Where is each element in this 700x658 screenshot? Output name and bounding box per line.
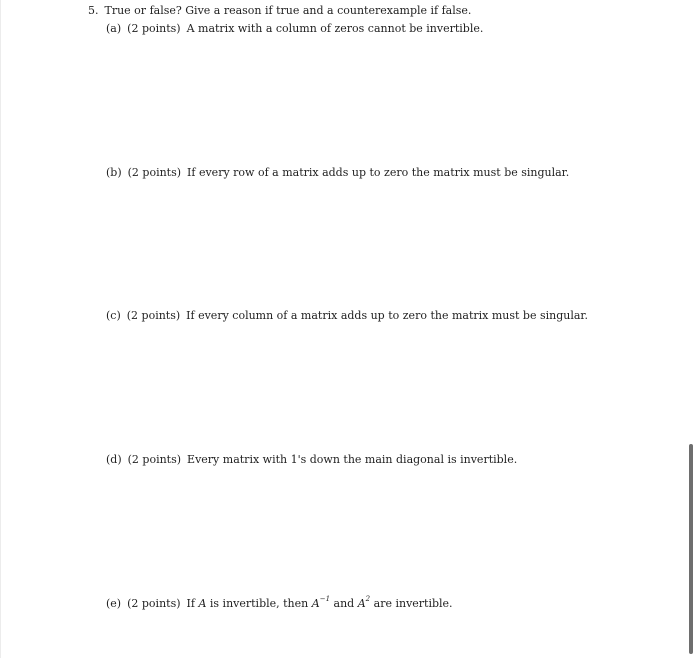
part-statement: If every row of a matrix adds up to zero the matrix must be singular. xyxy=(187,166,570,179)
part-statement: A matrix with a column of zeros cannot be invertible. xyxy=(186,22,484,35)
part-e xyxy=(106,597,453,611)
math-var-a-inverse xyxy=(312,597,330,610)
part-label: (c) xyxy=(106,309,121,322)
part-label: (d) xyxy=(106,453,122,466)
math-exponent: −1 xyxy=(319,595,331,604)
part-points: (2 points) xyxy=(127,22,181,35)
part-label: (b) xyxy=(106,166,122,179)
part-statement-tail: are invertible. xyxy=(373,597,453,610)
part-a xyxy=(106,22,483,36)
page-left-border xyxy=(0,0,1,658)
question-prompt: True or false? Give a reason if true and a counterexample if false. xyxy=(104,4,472,17)
math-exponent: 2 xyxy=(365,595,371,604)
part-label: (e) xyxy=(106,597,122,610)
part-b xyxy=(106,166,569,180)
part-label: (a) xyxy=(106,22,122,35)
question-number: 5. xyxy=(88,4,99,17)
part-d xyxy=(106,453,517,467)
part-statement: Every matrix with 1's down the main diagonal is invertible. xyxy=(187,453,518,466)
part-points: (2 points) xyxy=(127,453,182,466)
part-points: (2 points) xyxy=(127,166,182,179)
math-base: A xyxy=(311,597,320,610)
math-var-a: A xyxy=(198,597,207,610)
part-c xyxy=(106,309,588,323)
vertical-scrollbar-thumb[interactable] xyxy=(689,444,693,654)
part-statement: If every column of a matrix adds up to zero the matrix must be singular. xyxy=(186,309,588,322)
part-points: (2 points) xyxy=(126,309,181,322)
part-statement-mid: is invertible, then xyxy=(209,597,309,610)
part-statement-lead: If xyxy=(186,597,195,610)
question-header xyxy=(88,4,471,18)
math-var-a-squared xyxy=(358,597,370,610)
part-points: (2 points) xyxy=(127,597,181,610)
part-statement-and: and xyxy=(333,597,355,610)
math-base: A xyxy=(357,597,366,610)
